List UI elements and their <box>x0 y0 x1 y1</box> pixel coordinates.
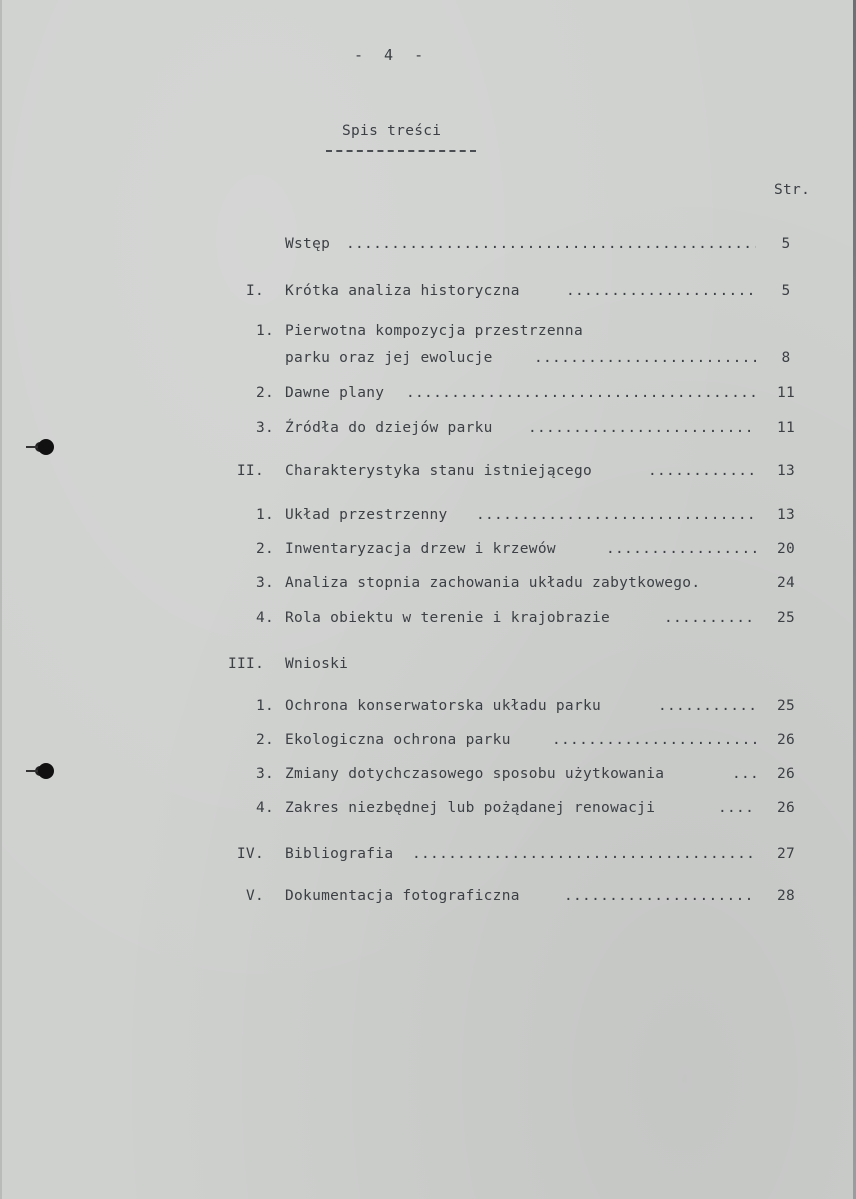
toc-page-number: 24 <box>776 575 796 591</box>
toc-page-number: 25 <box>776 610 796 626</box>
toc-page-number: 13 <box>776 507 796 523</box>
toc-item-label: Dawne plany <box>285 385 385 401</box>
toc-item-label: Inwentaryzacja drzew i krzewów <box>285 541 556 557</box>
toc-page-number: 20 <box>776 541 796 557</box>
toc-leader-dots <box>412 846 756 862</box>
page-column-header: Str. <box>774 182 811 198</box>
toc-intro-label: Wstęp <box>285 236 331 252</box>
toc-page-number: 26 <box>776 800 796 816</box>
toc-item-number: 2. <box>255 541 274 557</box>
toc-leader-dots <box>534 350 756 366</box>
toc-page-number: 13 <box>776 463 796 479</box>
toc-leader-dots <box>564 888 756 904</box>
toc-item-label: Układ przestrzenny <box>285 507 448 523</box>
toc-section-label: Wnioski <box>285 656 349 672</box>
toc-leader-dots <box>606 541 756 557</box>
toc-item-number: 4. <box>255 610 274 626</box>
toc-section-label: Krótka analiza historyczna <box>285 283 520 299</box>
toc-section-number: V. <box>245 888 264 904</box>
toc-section-number: I. <box>245 283 264 299</box>
title-underline <box>326 150 476 152</box>
toc-item-number: 1. <box>255 507 274 523</box>
toc-leader-dots <box>718 800 756 816</box>
toc-item-label: Źródła do dziejów parku <box>285 420 493 436</box>
toc-leader-dots <box>476 507 756 523</box>
toc-page-number: 11 <box>776 420 796 436</box>
toc-section-label: Bibliografia <box>285 846 394 862</box>
toc-item-label-line1: Pierwotna kompozycja przestrzenna <box>285 323 583 339</box>
toc-page-number: 8 <box>781 350 791 366</box>
toc-leader-dots <box>664 610 756 626</box>
toc-item-label: Ekologiczna ochrona parku <box>285 732 511 748</box>
toc-item-number: 4. <box>255 800 274 816</box>
toc-page-number: 11 <box>776 385 796 401</box>
toc-page-number: 25 <box>776 698 796 714</box>
toc-item-label: Rola obiektu w terenie i krajobrazie <box>285 610 611 626</box>
toc-page-number: 27 <box>776 846 796 862</box>
toc-leader-dots <box>406 385 756 401</box>
toc-item-number: 3. <box>255 575 274 591</box>
toc-item-label: Ochrona konserwatorska układu parku <box>285 698 602 714</box>
page-number: - 4 - <box>354 46 430 64</box>
toc-item-number: 2. <box>255 385 274 401</box>
toc-item-number: 3. <box>255 766 274 782</box>
toc-leader-dots <box>658 698 756 714</box>
toc-page-number: 5 <box>781 236 791 252</box>
toc-section-number: IV. <box>236 846 264 862</box>
toc-leader-dots <box>648 463 756 479</box>
toc-item-number: 1. <box>255 698 274 714</box>
toc-item-number: 3. <box>255 420 274 436</box>
toc-section-label: Charakterystyka stanu istniejącego <box>285 463 593 479</box>
page-title: Spis treści <box>342 123 442 139</box>
toc-page-number: 26 <box>776 766 796 782</box>
toc-item-number: 2. <box>255 732 274 748</box>
toc-page-number: 28 <box>776 888 796 904</box>
toc-leader-dots <box>552 732 756 748</box>
binder-hole <box>38 763 54 779</box>
toc-page-number: 26 <box>776 732 796 748</box>
toc-item-number: 1. <box>255 323 274 339</box>
toc-section-label: Dokumentacja fotograficzna <box>285 888 520 904</box>
toc-section-number: III. <box>228 656 265 672</box>
toc-item-label: parku oraz jej ewolucje <box>285 350 493 366</box>
toc-item-label: Zakres niezbędnej lub pożądanej renowacji <box>285 800 656 816</box>
toc-item-label: Zmiany dotychczasowego sposobu użytkowania <box>285 766 665 782</box>
toc-item-label: Analiza stopnia zachowania układu zabytkowego. <box>285 575 701 591</box>
toc-leader-dots <box>528 420 756 436</box>
toc-leader-dots <box>566 283 756 299</box>
toc-leader-dots <box>732 766 756 782</box>
toc-page-number: 5 <box>781 283 791 299</box>
toc-section-number: II. <box>236 463 264 479</box>
toc-leader-dots <box>346 236 756 252</box>
binder-hole <box>38 439 54 455</box>
